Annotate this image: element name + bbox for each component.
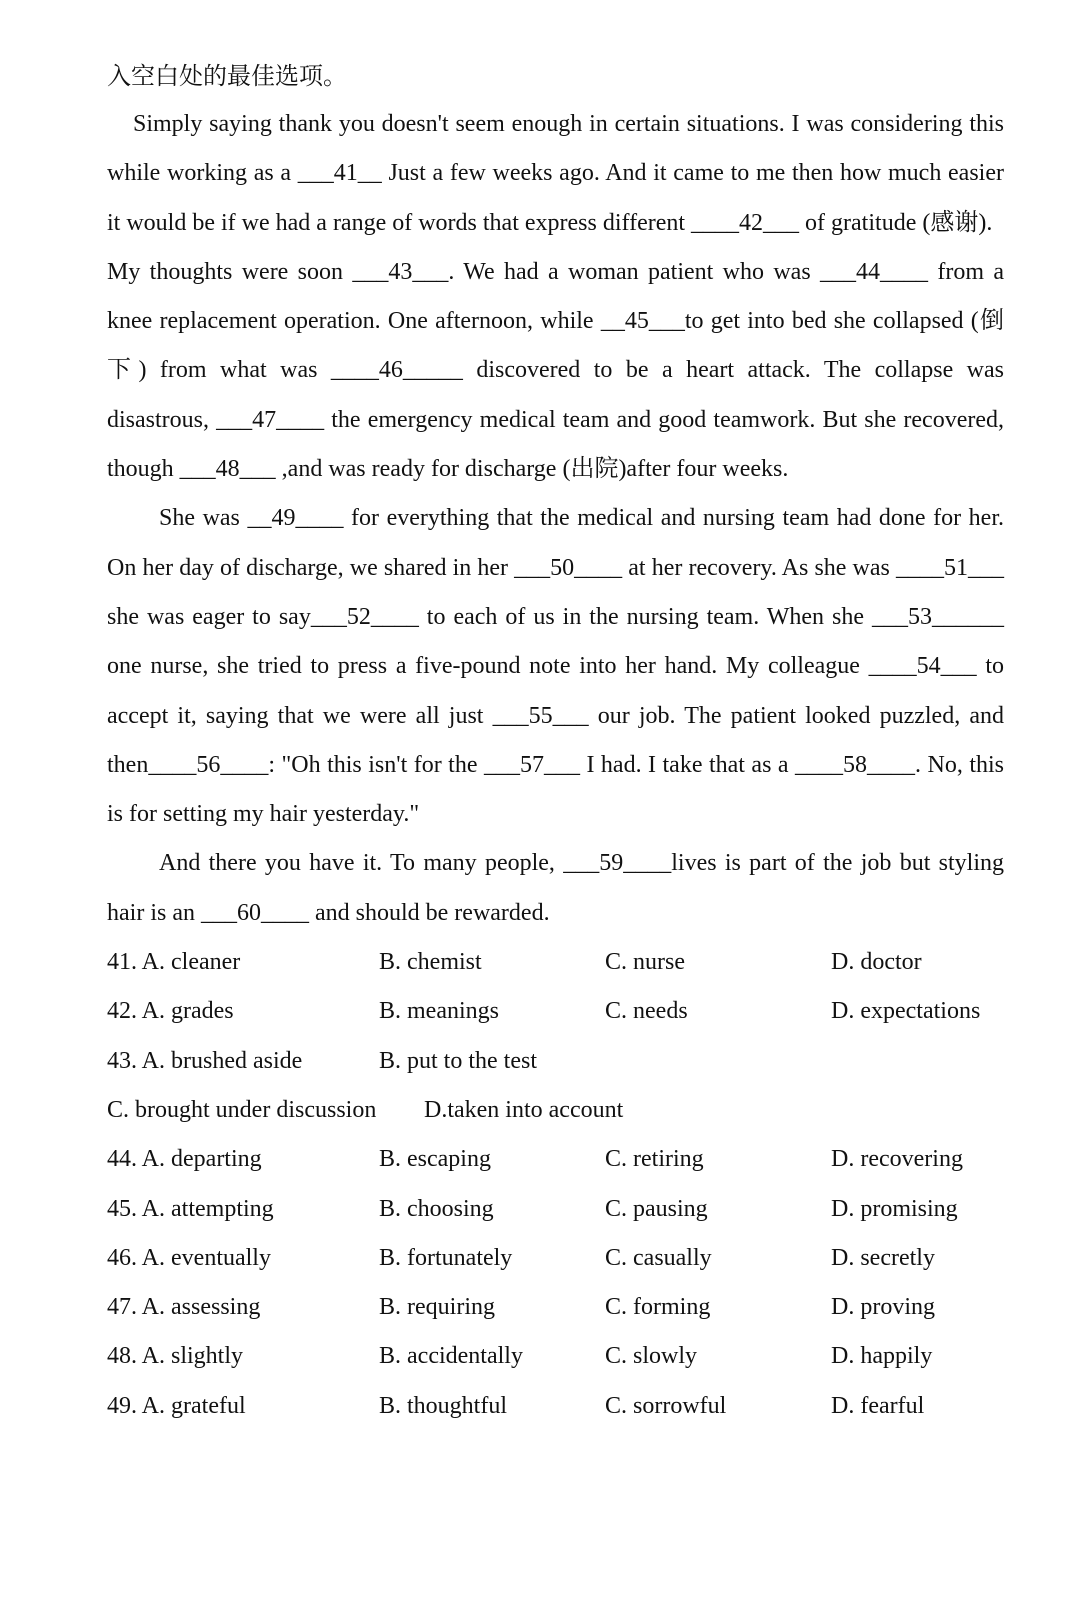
blank-45: __45___: [600, 308, 685, 335]
question-43-options-row-2: [107, 1086, 1004, 1135]
text-run: our job. The patient looked puzzled, and then: [107, 702, 1004, 778]
text-run: to each of us in the nursing team. When she: [418, 603, 872, 630]
question-48-options: [107, 1332, 1004, 1381]
option-44-d: D. recovering: [831, 1146, 963, 1173]
text-run: one nurse, she tried to press a five-pound note into her hand. My colleague: [107, 653, 869, 680]
text-run: to accept it, saying that we were all just: [107, 653, 1005, 729]
text-run: And there you have it. To many people,: [159, 850, 564, 877]
option-48-d: D. happily: [831, 1343, 933, 1370]
blank-52: ___52____: [310, 603, 419, 630]
option-47-d: D. proving: [831, 1294, 935, 1321]
blank-44: ___44____: [820, 258, 929, 285]
option-45-d: D. promising: [831, 1195, 958, 1222]
option-43-d: D.taken into account: [424, 1096, 624, 1123]
passage-paragraph-2: [107, 248, 1004, 494]
option-48-a: 48. A. slightly: [107, 1343, 244, 1370]
option-43-a: 43. A. brushed aside: [107, 1047, 303, 1074]
option-44-b: B. escaping: [379, 1146, 491, 1173]
option-45-c: C. pausing: [605, 1195, 708, 1222]
blank-60: ___60____: [200, 899, 309, 926]
text-run: I had. I take that as a: [579, 751, 796, 778]
blank-51: ____51___: [896, 554, 1005, 581]
question-46-options: [107, 1234, 1004, 1283]
text-run: ,and was ready for discharge (出院)after four weeks.: [275, 456, 789, 483]
option-42-a: 42. A. grades: [107, 998, 234, 1025]
option-46-c: C. casually: [605, 1244, 712, 1271]
blank-53: ___53______: [872, 603, 1004, 630]
text-run: My thoughts were soon: [107, 258, 353, 285]
passage-paragraph-4: [107, 839, 1004, 938]
text-run: . No, this is for setting my hair yesterday.": [107, 751, 1004, 828]
blank-41: ___41__: [297, 160, 382, 187]
text-run: at her recovery. As she was: [622, 554, 897, 581]
option-41-d: D. doctor: [831, 949, 922, 976]
option-46-d: D. secretly: [831, 1244, 935, 1271]
text-run: . We had a woman patient who was: [448, 258, 821, 285]
passage-paragraph-1: [107, 100, 1004, 248]
blank-54: ____54___: [868, 653, 977, 680]
option-49-a: 49. A. grateful: [107, 1392, 246, 1419]
option-44-a: 44. A. departing: [107, 1146, 262, 1173]
option-42-c: C. needs: [605, 998, 688, 1025]
option-43-c: C. brought under discussion: [107, 1096, 377, 1123]
text-run: of gratitude (感谢).: [799, 209, 993, 236]
blank-50: ___50____: [514, 554, 623, 581]
option-42-d: D. expectations: [831, 998, 981, 1025]
blank-42: ____42___: [691, 209, 800, 236]
option-49-c: C. sorrowful: [605, 1392, 727, 1419]
question-44-options: [107, 1135, 1004, 1184]
text-run: the emergency medical team and good teamwork. But she recovered, though: [107, 406, 1004, 483]
blank-56: ____56____: [148, 751, 269, 778]
text-run: lives is part of the job but styling hair is an: [107, 850, 1005, 926]
text-run: and should be rewarded.: [308, 899, 550, 926]
text-run: Just a few weeks ago. And it came to me then how much easier it would be if we had a range of words that express different: [107, 160, 1004, 236]
blank-43: ___43___: [352, 258, 449, 285]
question-49-options: [107, 1382, 1004, 1431]
instruction-fragment: 入空白处的最佳选项。: [107, 64, 347, 90]
passage-paragraph-3: [107, 494, 1004, 839]
option-45-b: B. choosing: [379, 1195, 494, 1222]
text-run: she was eager to say: [107, 603, 311, 630]
text-run: to get into bed she collapsed (倒下) from what was: [107, 308, 1005, 384]
option-41-a: 41. A. cleaner: [107, 949, 241, 976]
option-42-b: B. meanings: [379, 998, 499, 1025]
blank-59: ___59____: [563, 850, 672, 877]
question-47-options: [107, 1283, 1004, 1332]
option-48-b: B. accidentally: [379, 1343, 523, 1370]
blank-57: ___57___: [483, 751, 580, 778]
option-47-a: 47. A. assessing: [107, 1294, 261, 1321]
text-run: Simply saying thank you doesn't seem enough in certain situations. I was considering this while working as a: [107, 111, 1004, 187]
option-46-b: B. fortunately: [379, 1244, 513, 1271]
option-48-c: C. slowly: [605, 1343, 698, 1370]
option-41-b: B. chemist: [379, 949, 482, 976]
blank-58: ____58____: [795, 751, 916, 778]
question-43-options-row-1: [107, 1037, 1004, 1086]
blank-55: ___55___: [492, 702, 589, 729]
text-run: from a knee replacement operation. One afternoon, while: [107, 258, 1005, 335]
question-41-options: [107, 938, 1004, 987]
blank-46: ____46_____: [330, 357, 463, 384]
option-46-a: 46. A. eventually: [107, 1244, 271, 1271]
option-44-c: C. retiring: [605, 1146, 704, 1173]
option-43-b: B. put to the test: [379, 1047, 537, 1074]
option-41-c: C. nurse: [605, 949, 685, 976]
blank-49: __49____: [247, 505, 344, 532]
option-45-a: 45. A. attempting: [107, 1195, 274, 1222]
text-run: discovered to be a heart attack. The collapse was disastrous,: [107, 357, 1004, 433]
blank-47: ___47____: [216, 406, 325, 433]
question-45-options: [107, 1185, 1004, 1234]
question-42-options: [107, 987, 1004, 1036]
option-47-c: C. forming: [605, 1294, 711, 1321]
option-49-d: D. fearful: [831, 1392, 925, 1419]
option-47-b: B. requiring: [379, 1294, 495, 1321]
text-run: : "Oh this isn't for the: [268, 751, 484, 778]
option-49-b: B. thoughtful: [379, 1392, 508, 1419]
answer-options: [107, 938, 1004, 1431]
text-run: for everything that the medical and nursing team had done for her. On her day of discharge, we shared in her: [107, 505, 1004, 581]
text-run: She was: [159, 505, 248, 532]
blank-48: ___48___: [179, 456, 276, 483]
